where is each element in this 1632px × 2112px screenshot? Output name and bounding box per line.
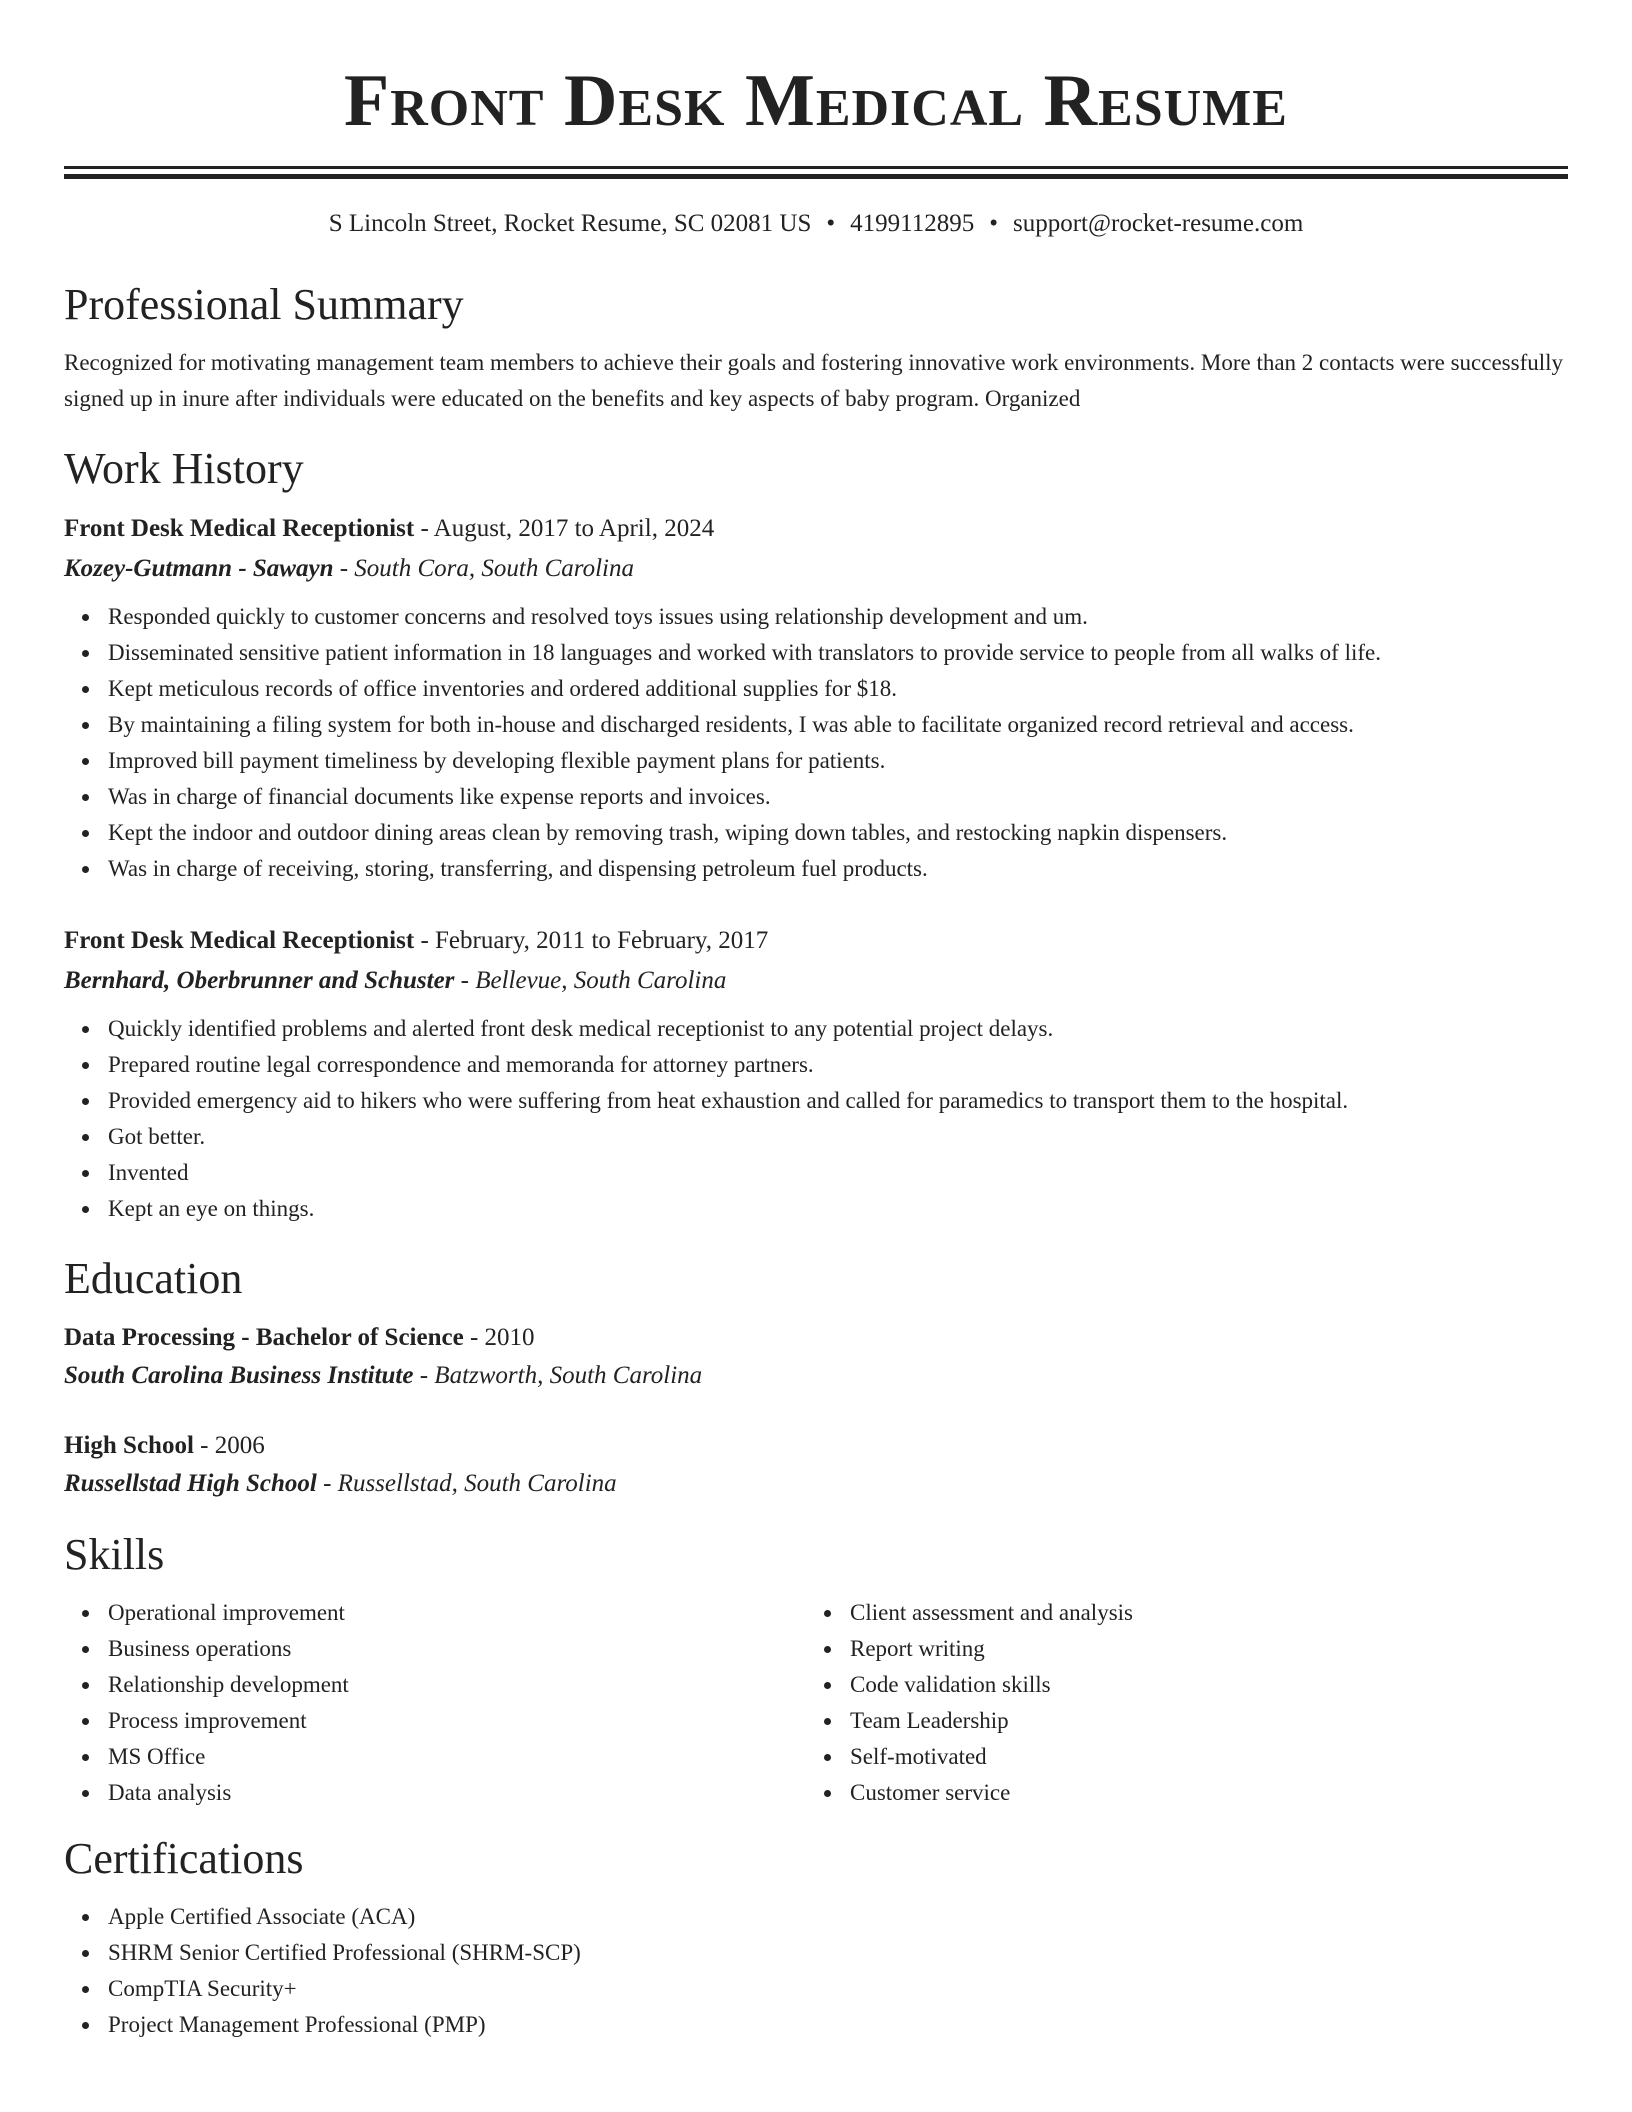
resume-title: Front Desk Medical Resume: [344, 60, 1288, 142]
job-location: - South Cora, South Carolina: [333, 555, 634, 582]
certifications-list: [64, 1899, 1568, 2043]
contact-phone: 4199112895: [850, 210, 975, 237]
skill-item: Customer service: [850, 1775, 1548, 1811]
summary-heading: Professional Summary: [64, 280, 464, 329]
education-entry: [64, 1427, 1568, 1503]
job-bullet: Disseminated sensitive patient information in 18 languages and worked with translators to provide service to people from all walks of life.: [108, 635, 1568, 671]
skill-item: Self-motivated: [850, 1739, 1548, 1775]
skill-item: Report writing: [850, 1631, 1548, 1667]
job-bullet: Kept an eye on things.: [108, 1191, 1568, 1227]
contact-address: S Lincoln Street, Rocket Resume, SC 02081 US: [328, 210, 812, 237]
job-location: - Bellevue, South Carolina: [454, 967, 727, 994]
skill-item: MS Office: [108, 1739, 806, 1775]
title-divider-bottom: [64, 174, 1568, 179]
job-dates: - February, 2011 to February, 2017: [414, 927, 769, 954]
skill-item: Process improvement: [108, 1703, 806, 1739]
skills-list: [64, 1595, 806, 1811]
contact-separator: •: [989, 210, 998, 237]
education-degree-line: [64, 1319, 1568, 1357]
job-company: Kozey-Gutmann - Sawayn: [64, 555, 334, 582]
skills-list: [806, 1595, 1548, 1811]
skill-item: Business operations: [108, 1631, 806, 1667]
job-title: Front Desk Medical Receptionist: [64, 927, 415, 954]
education-location: - Russellstad, South Carolina: [316, 1470, 617, 1497]
education-school: Russellstad High School: [64, 1470, 317, 1497]
job-bullet: Prepared routine legal correspondence and memoranda for attorney partners.: [108, 1047, 1568, 1083]
skill-item: Relationship development: [108, 1667, 806, 1703]
skills-heading: Skills: [64, 1530, 165, 1579]
job-bullet: Responded quickly to customer concerns and resolved toys issues using relationship development and um.: [108, 599, 1568, 635]
skills-column-right: [806, 1595, 1548, 1811]
certifications-heading: Certifications: [64, 1834, 304, 1883]
resume-page: [64, 0, 1568, 2043]
job-bullet: Kept meticulous records of office inventories and ordered additional supplies for $18.: [108, 671, 1568, 707]
job-bullet-list: [64, 1011, 1568, 1227]
education-school-line: [64, 1357, 1568, 1395]
certification-item: Project Management Professional (PMP): [108, 2007, 1568, 2043]
job-title: Front Desk Medical Receptionist: [64, 515, 415, 542]
education-degree: Data Processing - Bachelor of Science: [64, 1324, 464, 1351]
skill-item: Client assessment and analysis: [850, 1595, 1548, 1631]
job-company-line: [64, 549, 1568, 589]
skill-item: Data analysis: [108, 1775, 806, 1811]
education-school-line: [64, 1465, 1568, 1503]
job-bullet: Invented: [108, 1155, 1568, 1191]
skills-grid: [64, 1595, 1568, 1811]
work-history-heading: Work History: [64, 444, 304, 493]
skill-item: Operational improvement: [108, 1595, 806, 1631]
job-bullet: By maintaining a filing system for both in-house and discharged residents, I was able to facilitate organized record retrieval and access.: [108, 707, 1568, 743]
job-bullet: Provided emergency aid to hikers who were suffering from heat exhaustion and called for paramedics to transport them to the hospital.: [108, 1083, 1568, 1119]
contact-separator: •: [826, 210, 836, 237]
certification-item: SHRM Senior Certified Professional (SHRM-SCP): [108, 1935, 1568, 1971]
job-bullet: Got better.: [108, 1119, 1568, 1155]
job-company-line: [64, 961, 1568, 1001]
contact-line: [64, 207, 1568, 241]
contact-email: support@rocket-resume.com: [1012, 210, 1304, 237]
job-bullet: Was in charge of financial documents like expense reports and invoices.: [108, 779, 1568, 815]
summary-text: Recognized for motivating management team members to achieve their goals and fostering innovative work environments. More than 2 contacts were successfully signed up in inure after individuals were educated on the benefits and key aspects of baby program. Organized: [64, 350, 1564, 411]
certification-item: Apple Certified Associate (ACA): [108, 1899, 1568, 1935]
education-location: - Batzworth, South Carolina: [413, 1362, 703, 1389]
skill-item: Code validation skills: [850, 1667, 1548, 1703]
education-entry: [64, 1319, 1568, 1395]
education-year: - 2006: [193, 1432, 265, 1459]
education-school: South Carolina Business Institute: [64, 1362, 414, 1389]
job-entry: [64, 921, 1568, 1227]
education-heading: Education: [64, 1254, 243, 1303]
education-degree-line: [64, 1427, 1568, 1465]
job-title-line: [64, 921, 1568, 961]
job-bullet: Was in charge of receiving, storing, transferring, and dispensing petroleum fuel products.: [108, 851, 1568, 887]
job-bullet: Kept the indoor and outdoor dining areas clean by removing trash, wiping down tables, and restocking napkin dispensers.: [108, 815, 1568, 851]
job-company: Bernhard, Oberbrunner and Schuster: [64, 967, 455, 994]
certification-item: CompTIA Security+: [108, 1971, 1568, 2007]
job-bullet: Improved bill payment timeliness by developing flexible payment plans for patients.: [108, 743, 1568, 779]
skill-item: Team Leadership: [850, 1703, 1548, 1739]
job-bullet-list: [64, 599, 1568, 887]
job-entry: [64, 509, 1568, 887]
education-degree: High School: [64, 1432, 194, 1459]
job-title-line: [64, 509, 1568, 549]
job-bullet: Quickly identified problems and alerted front desk medical receptionist to any potential project delays.: [108, 1011, 1568, 1047]
job-dates: - August, 2017 to April, 2024: [414, 515, 715, 542]
education-year: - 2010: [463, 1324, 535, 1351]
title-divider-top: [64, 166, 1568, 169]
skills-column-left: [64, 1595, 806, 1811]
